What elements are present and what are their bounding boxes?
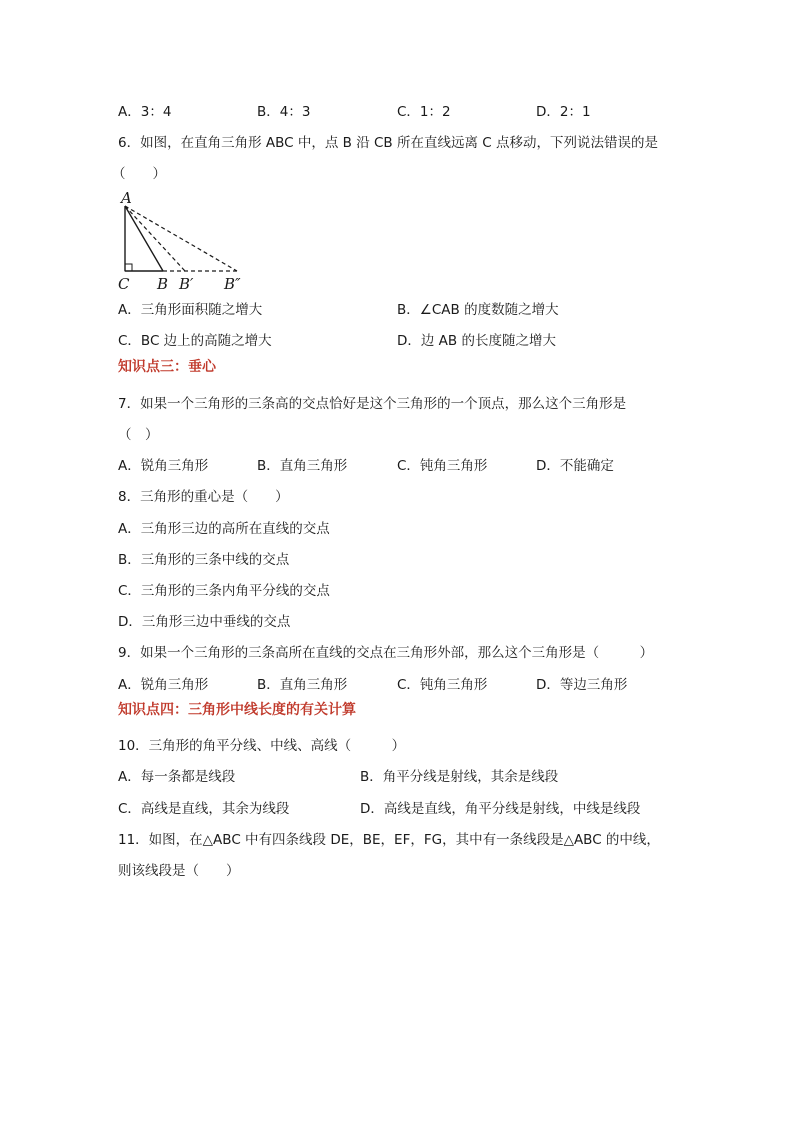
q6-figure xyxy=(112,188,262,296)
q7-option-d[interactable]: D．不能确定 xyxy=(536,458,614,474)
q7-paren: （ ） xyxy=(118,427,159,443)
q7-option-a[interactable]: A．锐角三角形 xyxy=(118,458,209,474)
q6-option-a[interactable]: A．三角形面积随之增大 xyxy=(118,302,263,318)
q9-option-b[interactable]: B．直角三角形 xyxy=(257,677,348,693)
q9-option-d[interactable]: D．等边三角形 xyxy=(536,677,628,693)
q5-option-a[interactable]: A．3：4 xyxy=(118,104,172,120)
q6-paren: （ ） xyxy=(112,166,166,182)
segment-ab2-dashed xyxy=(125,206,237,271)
label-b-double-prime: B″ xyxy=(224,275,241,293)
q10-option-c[interactable]: C．高线是直线，其余为线段 xyxy=(118,801,290,817)
q7-stem: 7．如果一个三角形的三条高的交点恰好是这个三角形的一个顶点，那么这个三角形是 xyxy=(118,396,627,412)
q7-option-b[interactable]: B．直角三角形 xyxy=(257,458,348,474)
q8-option-d[interactable]: D．三角形三边中垂线的交点 xyxy=(118,614,291,630)
q10-stem: 10．三角形的角平分线、中线、高线（ ） xyxy=(118,738,406,754)
q7-option-c[interactable]: C．钝角三角形 xyxy=(397,458,488,474)
q5-option-b[interactable]: B．4：3 xyxy=(257,104,311,120)
q10-option-d[interactable]: D．高线是直线，角平分线是射线，中线是线段 xyxy=(360,801,641,817)
q10-option-b[interactable]: B．角平分线是射线，其余是线段 xyxy=(360,769,559,785)
label-b-prime: B′ xyxy=(179,275,194,293)
section-heading-3: 知识点三：垂心 xyxy=(118,359,216,375)
label-c: C xyxy=(118,275,130,293)
q10-option-a[interactable]: A．每一条都是线段 xyxy=(118,769,236,785)
q9-stem: 9．如果一个三角形的三条高所在直线的交点在三角形外部，那么这个三角形是（ ） xyxy=(118,645,654,661)
section-heading-4: 知识点四：三角形中线长度的有关计算 xyxy=(118,702,356,718)
q5-option-c[interactable]: C．1：2 xyxy=(397,104,451,120)
q9-option-a[interactable]: A．锐角三角形 xyxy=(118,677,209,693)
q6-option-b[interactable]: B．∠CAB 的度数随之增大 xyxy=(397,302,559,318)
q8-option-a[interactable]: A．三角形三边的高所在直线的交点 xyxy=(118,521,330,537)
q6-option-c[interactable]: C．BC 边上的高随之增大 xyxy=(118,333,272,349)
q11-stem: 11．如图，在△ABC 中有四条线段 DE，BE，EF，FG，其中有一条线段是△ABC 的中线， xyxy=(118,832,660,848)
q6-stem: 6．如图，在直角三角形 ABC 中，点 B 沿 CB 所在直线远离 C 点移动，下列说法错误的是 xyxy=(118,135,658,151)
q5-option-d[interactable]: D．2：1 xyxy=(536,104,591,120)
label-b: B xyxy=(157,275,169,293)
right-angle-mark xyxy=(125,264,132,271)
q11-stem-continued: 则该线段是（ ） xyxy=(118,863,240,879)
segment-ab1-dashed xyxy=(125,206,185,271)
segment-ab xyxy=(125,206,163,271)
q8-option-b[interactable]: B．三角形的三条中线的交点 xyxy=(118,552,290,568)
q9-option-c[interactable]: C．钝角三角形 xyxy=(397,677,488,693)
q8-option-c[interactable]: C．三角形的三条内角平分线的交点 xyxy=(118,583,330,599)
q8-stem: 8．三角形的重心是（ ） xyxy=(118,489,289,505)
label-a: A xyxy=(121,189,132,207)
q6-option-d[interactable]: D．边 AB 的长度随之增大 xyxy=(397,333,556,349)
